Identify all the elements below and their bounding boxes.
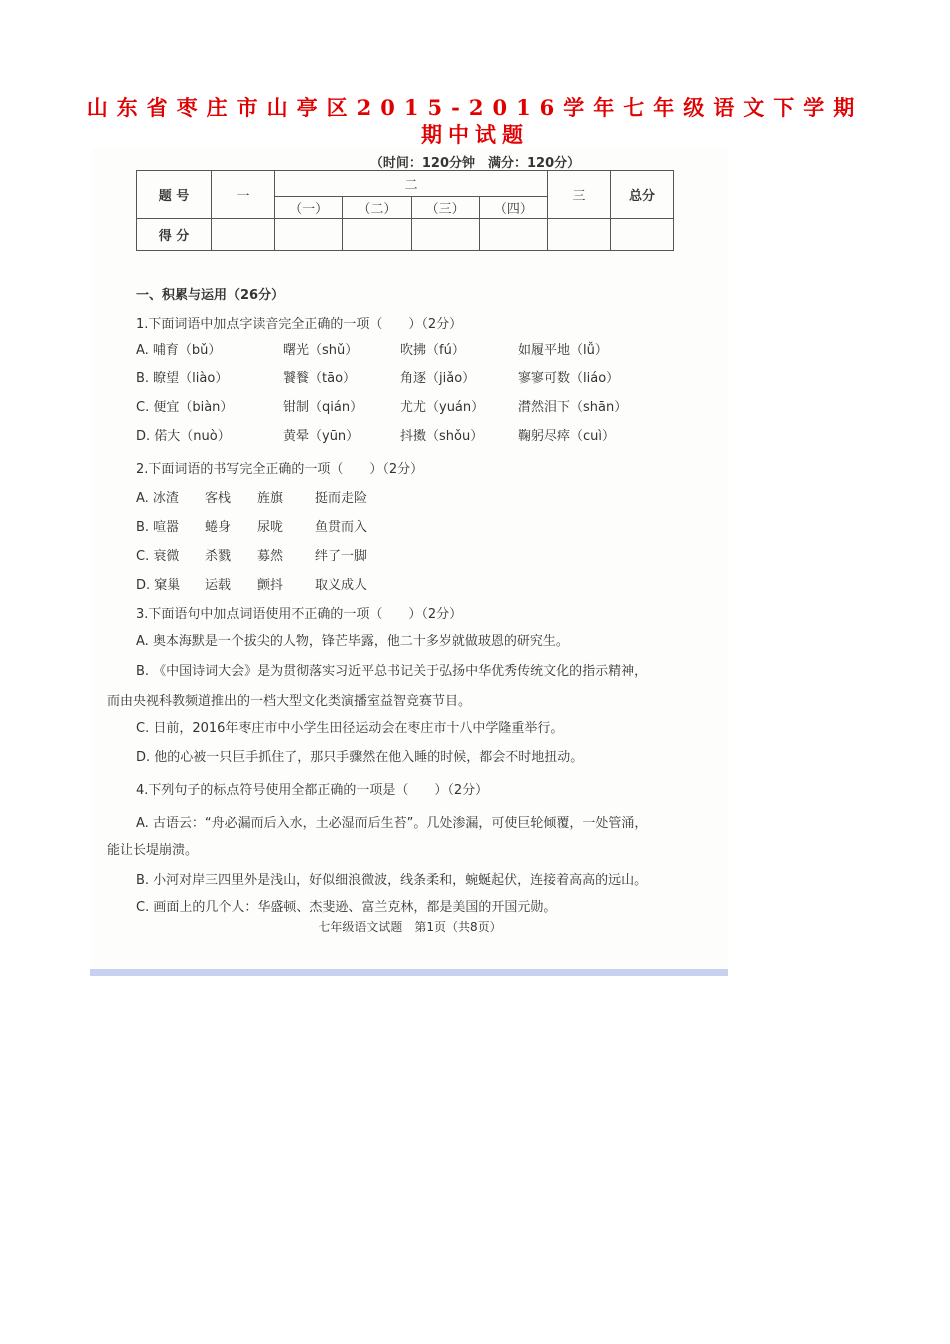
- score-cell: [212, 219, 275, 251]
- option-text: 吹拂（fú）: [400, 343, 465, 358]
- option-text: 杀戮: [205, 549, 232, 564]
- header-part2: 二: [275, 171, 548, 197]
- option-text: 饕餮（tāo）: [283, 371, 357, 386]
- option-text: A. 冰渣: [136, 491, 179, 506]
- option-text: 角逐（jiǎo）: [400, 371, 476, 386]
- option-text: D. 偌大（nuò）: [136, 429, 231, 444]
- option-text: 鱼贯而入: [315, 520, 368, 535]
- option-text: 黄晕（yūn）: [283, 429, 360, 444]
- header-sub1: （一）: [275, 197, 343, 219]
- row-score-label: 得 分: [137, 219, 212, 251]
- option-text: 能让长堤崩溃。: [107, 843, 199, 858]
- header-part3: 三: [548, 171, 611, 219]
- score-cell: [611, 219, 674, 251]
- option-text: 取义成人: [315, 578, 368, 593]
- header-sub2: （二）: [343, 197, 411, 219]
- option-text: A. 哺育（bǔ）: [136, 343, 222, 358]
- option-text: C. 画面上的几个人：华盛顿、杰斐逊、富兰克林，都是美国的开国元勋。: [136, 900, 557, 915]
- option-text: 寥寥可数（liáo）: [518, 371, 620, 386]
- header-question-no: 题 号: [137, 171, 212, 219]
- header-sub3: （三）: [411, 197, 479, 219]
- section-heading: 一、积累与运用（26分）: [136, 288, 285, 303]
- question-stem: 2.下面词语的书写完全正确的一项（ ）（2分）: [136, 462, 424, 477]
- question-stem: 3.下面语句中加点词语使用不正确的一项（ ）（2分）: [136, 607, 463, 622]
- option-text: 曙光（shǔ）: [283, 343, 359, 358]
- option-text: D. 窠巢: [136, 578, 181, 593]
- score-cell: [275, 219, 343, 251]
- score-cell: [411, 219, 479, 251]
- option-text: 尤尤（yuán）: [400, 400, 485, 415]
- option-text: A. 奥本海默是一个拔尖的人物，锋芒毕露，他二十多岁就做玻恩的研究生。: [136, 634, 569, 649]
- option-text: 如履平地（lǚ）: [518, 343, 608, 358]
- score-cell: [548, 219, 611, 251]
- scan-edge: [90, 969, 728, 976]
- header-sub4: （四）: [479, 197, 547, 219]
- score-cell: [479, 219, 547, 251]
- question-stem: 1.下面词语中加点字读音完全正确的一项（ ）（2分）: [136, 317, 463, 332]
- option-text: B. 小河对岸三四里外是浅山，好似细浪微波，线条柔和，蜿蜒起伏，连接着高高的远山。: [136, 873, 648, 888]
- option-text: C. 衰微: [136, 549, 180, 564]
- option-text: C. 便宜（biàn）: [136, 400, 234, 415]
- score-cell: [343, 219, 411, 251]
- option-text: 而由央视科教频道推出的一档大型文化类演播室益智竞赛节目。: [107, 694, 472, 709]
- option-text: 绊了一脚: [315, 549, 368, 564]
- option-text: 蜷身: [205, 520, 232, 535]
- option-text: 客栈: [205, 491, 232, 506]
- score-table: [136, 170, 674, 251]
- option-text: C. 日前，2016年枣庄市中小学生田径运动会在枣庄市十八中学隆重举行。: [136, 721, 564, 736]
- exam-time-score: （时间：120分钟 满分：120分）: [369, 156, 581, 171]
- option-text: B. 喧嚣: [136, 520, 180, 535]
- option-text: A. 古语云：“舟必漏而后入水，土必湿而后生苔”。几处渗漏，可使巨轮倾覆，一处管涌，: [136, 816, 648, 831]
- option-text: 挺而走险: [315, 491, 368, 506]
- option-text: 旌旗: [257, 491, 284, 506]
- option-text: 鞠躬尽瘁（cuì）: [518, 429, 615, 444]
- option-text: 尿咙: [257, 520, 284, 535]
- option-text: 颤抖: [257, 578, 284, 593]
- option-text: 运载: [205, 578, 232, 593]
- option-text: 潸然泪下（shān）: [518, 400, 628, 415]
- option-text: 钳制（qián）: [283, 400, 364, 415]
- option-text: D. 他的心被一只巨手抓住了，那只手骤然在他入睡的时候，都会不时地扭动。: [136, 750, 584, 765]
- page-footer: 七年级语文试题 第1页（共8页）: [318, 920, 502, 934]
- header-part1: 一: [212, 171, 275, 219]
- header-total: 总分: [611, 171, 674, 219]
- option-text: 抖擞（shǒu）: [400, 429, 484, 444]
- document-title-line2: 期中试题: [421, 122, 529, 147]
- question-stem: 4.下列句子的标点符号使用全都正确的一项是（ ）（2分）: [136, 783, 489, 798]
- option-text: 募然: [257, 549, 284, 564]
- option-text: B. 《中国诗词大会》是为贯彻落实习近平总书记关于弘扬中华优秀传统文化的指示精神，: [136, 664, 648, 679]
- document-title-line1: 山东省枣庄市山亭区2015-2016学年七年级语文下学期: [86, 95, 864, 120]
- option-text: B. 瞭望（liào）: [136, 371, 229, 386]
